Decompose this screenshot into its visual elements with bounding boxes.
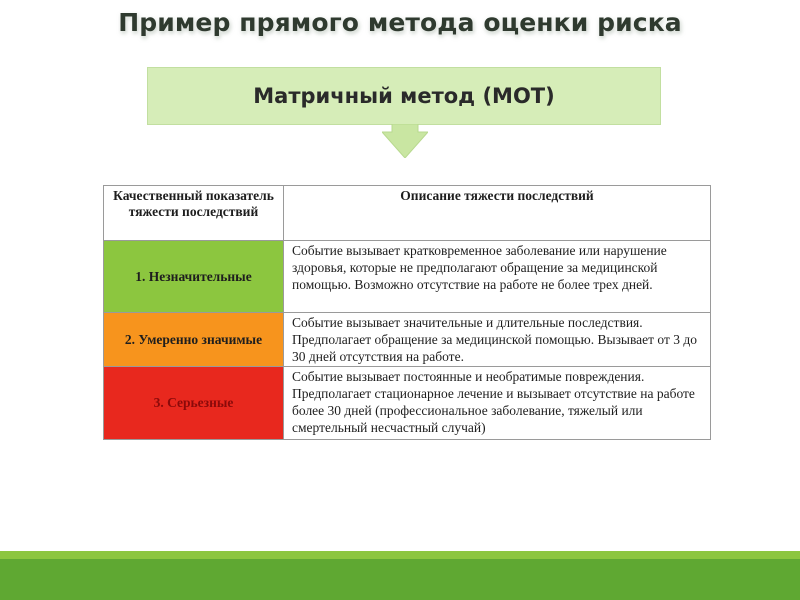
footer-stripe	[0, 551, 800, 559]
description-cell-moderate: Событие вызывает значительные и длительные последствия. Предполагает обращение за медицинской помощью. Вызывает от 3 до 30 дней отсутствия на работе.	[284, 313, 711, 367]
severity-table	[103, 185, 711, 440]
table-header-row	[104, 186, 711, 241]
method-label: Матричный метод (МОТ)	[253, 84, 555, 108]
header-severity-indicator: Качественный показатель тяжести последствий	[104, 186, 284, 241]
slide-title: Пример прямого метода оценки риска	[118, 8, 682, 37]
table-row	[104, 367, 711, 440]
level-cell-serious: 3. Серьезные	[104, 367, 284, 440]
footer-band	[0, 559, 800, 600]
table-row	[104, 313, 711, 367]
description-cell-serious: Событие вызывает постоянные и необратимые повреждения. Предполагает стационарное лечение и вызывает отсутствие на работе более 30 дней (профессиональное заболевание, тяжелый или смертельный несчастный случай)	[284, 367, 711, 440]
description-cell-minor: Событие вызывает кратковременное заболевание или нарушение здоровья, которые не предполагают обращение за медицинской помощью. Возможно отсутствие на работе не более трех дней.	[284, 241, 711, 313]
level-cell-moderate: 2. Умеренно значимые	[104, 313, 284, 367]
level-cell-minor: 1. Незначительные	[104, 241, 284, 313]
method-box	[147, 67, 661, 125]
header-description: Описание тяжести последствий	[284, 186, 711, 241]
table-row	[104, 241, 711, 313]
down-arrow-icon	[382, 124, 428, 158]
